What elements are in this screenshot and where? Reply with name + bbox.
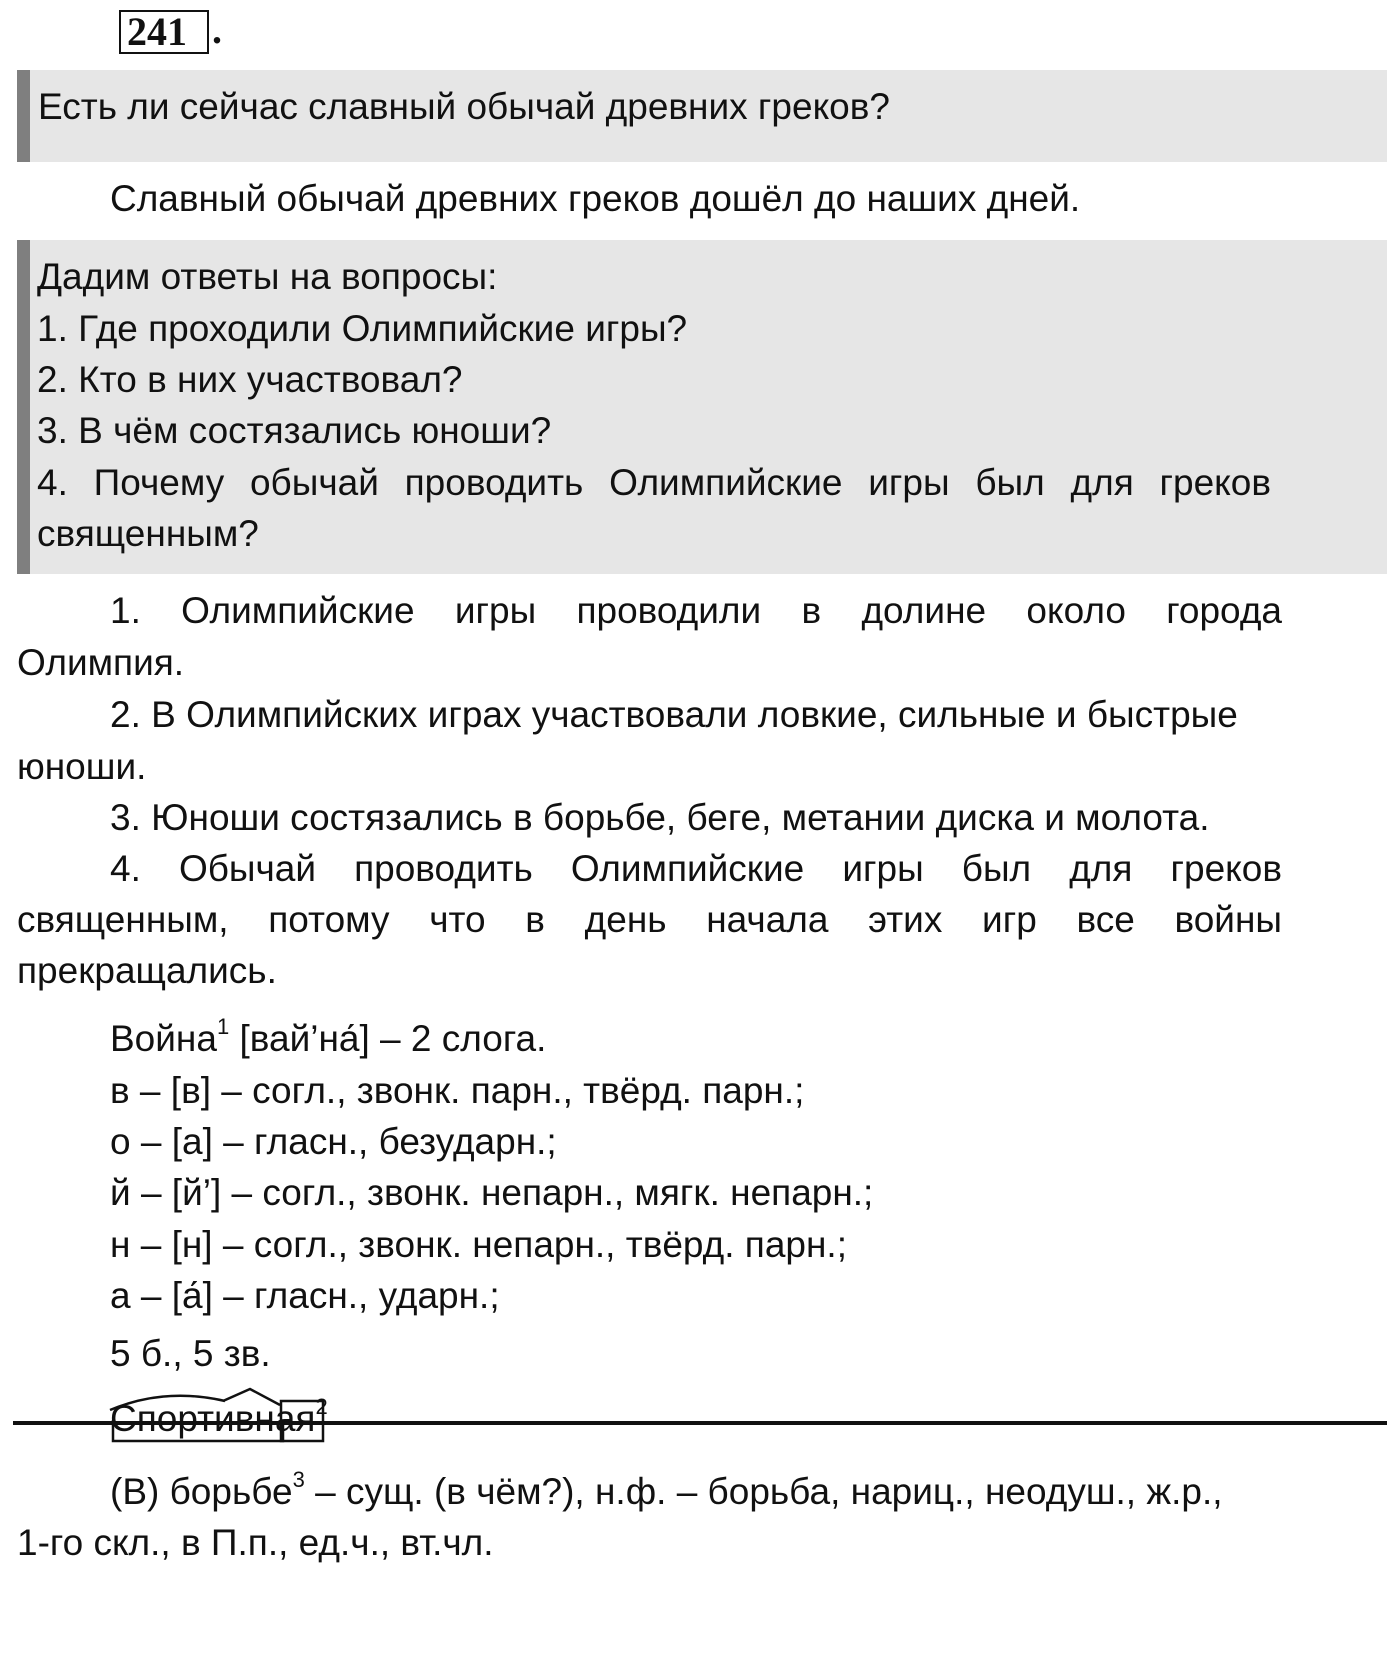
phonetic-total: 5 б., 5 зв.: [110, 1333, 271, 1374]
phonetic-row: в – [в] – согл., звонк. парн., твёрд. парн.;: [110, 1070, 805, 1111]
stem-bracket: [113, 1420, 283, 1441]
answer-sentence: Славный обычай древних греков дошёл до наших дней.: [110, 178, 1081, 219]
phonetic-row: н – [н] – согл., звонк. непарн., твёрд. парн.;: [110, 1224, 847, 1265]
morphological-line-2: 1-го скл., в П.п., ед.ч., вт.чл.: [17, 1522, 494, 1563]
phonetic-transcription: [вай’на́] – 2 слога.: [239, 1018, 547, 1059]
exercise-number-dot: .: [212, 7, 222, 52]
morphological-mark: 3: [292, 1467, 305, 1492]
answer-2-line-1: 2. В Олимпийских играх участвовали ловкие, сильные и быстрые: [110, 694, 1238, 735]
morphological-line-1: (В) борьбе$^3$ – сущ. (в чём?), н.ф. – борьба, нариц., неодуш., ж.р.,: [110, 1467, 1223, 1512]
root-arc: [110, 1396, 225, 1410]
phonetic-row: й – [й’] – согл., звонк. непарн., мягк. непарн.;: [110, 1172, 874, 1213]
phonetic-header: [110, 1012, 546, 1066]
phonetic-word-mark: 1: [216, 1014, 230, 1039]
exercise-number: 241: [119, 10, 209, 54]
question-3: 3. В чём состязались юноши?: [37, 410, 552, 451]
ending-box: [281, 1401, 323, 1441]
phonetic-row: о – [а] – гласн., безударн.;: [110, 1121, 557, 1162]
question-2: 2. Кто в них участвовал?: [37, 359, 463, 400]
morpheme-marks: [105, 1385, 345, 1445]
question-4-line-1: 4. Почему обычай проводить Олимпийские игры был для греков: [37, 462, 1271, 503]
suffix-cap: [223, 1389, 280, 1405]
morphemic-mark: 2: [315, 1394, 328, 1419]
word-ending: ая: [274, 1398, 316, 1439]
answer-2-line-2: юноши.: [17, 746, 147, 787]
question-1: 1. Где проходили Олимпийские игры?: [37, 308, 688, 349]
answer-4-line-2: священным, потому что в день начала этих игр все войны: [17, 899, 1282, 940]
question-text: Есть ли сейчас славный обычай древних греков?: [38, 86, 890, 127]
questions-intro: Дадим ответы на вопросы:: [37, 256, 498, 297]
answer-4-line-1: 4. Обычай проводить Олимпийские игры был для греков: [110, 848, 1282, 889]
phonetic-row: а – [а́] – гласн., ударн.;: [110, 1275, 500, 1316]
answer-4-line-3: прекращались.: [17, 950, 277, 991]
phonetic-word: Война: [110, 1018, 217, 1059]
question-4-line-2: священным?: [37, 513, 259, 554]
word-stem: Спортивн: [110, 1398, 275, 1439]
answer-1-line-1: 1. Олимпийские игры проводили в долине около города: [110, 590, 1282, 631]
answer-3: 3. Юноши состязались в борьбе, беге, метании диска и молота.: [110, 797, 1210, 838]
answer-1-line-2: Олимпия.: [17, 642, 185, 683]
